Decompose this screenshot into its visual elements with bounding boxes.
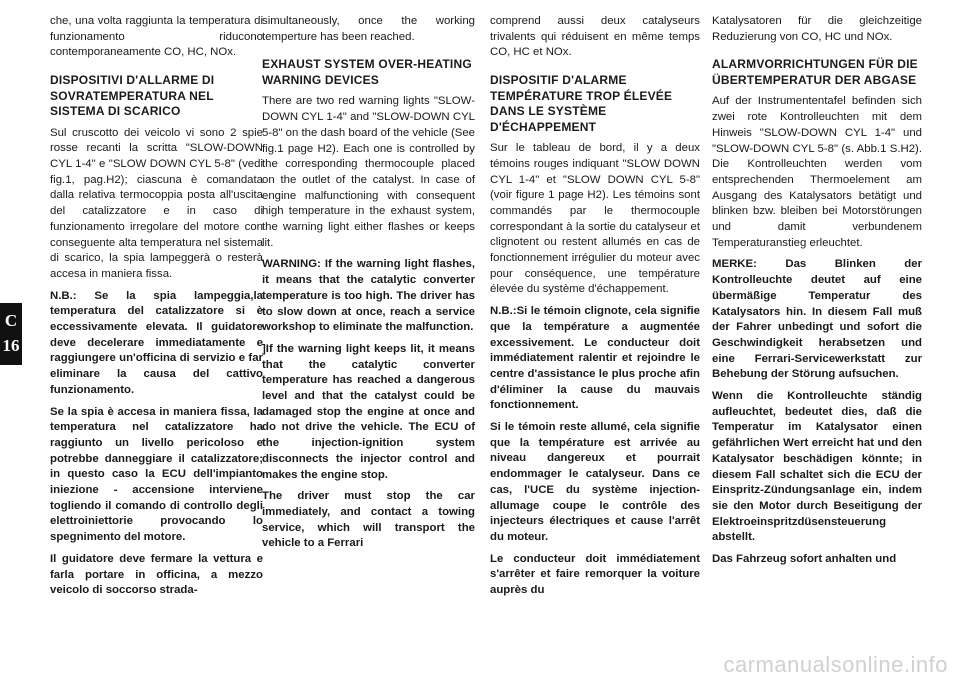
german-note-1: MERKE: Das Blinken der Kontrolleuchte deutet auf eine übermäßige Temperatur des Katalysators hin. In diesem Fall muß der Fahrer unbedingt und sofort die Geschwindigkeit herabsetzen und eine Ferrari-Servicewerkstatt zur Behebung der Störung aufsuchen. bbox=[712, 258, 922, 381]
german-note-3: Das Fahrzeug sofort anhalten und bbox=[712, 553, 897, 566]
french-note-3: Le conducteur doit immédiatement s'arrêter et faire remorquer la voiture auprès du bbox=[490, 552, 700, 597]
french-body: Sur le tableau de bord, il y a deux témoins rouges indiquant "SLOW DOWN CYL 1-4" et "SLOW DOWN CYL 5-8" (voir figure 1 page H2). Les témoins sont commandés par le thermocouple correspondant à la sortie du catalyseur et clignotent ou restent allumés en cas de fonctionnement irrégulier du moteur avec pour conséquence, une température élevée du système d'échappement. bbox=[490, 142, 700, 296]
section-letter: C bbox=[4, 311, 18, 331]
english-body: There are two red warning lights "SLOW-DOWN CYL 1-4" and "SLOW-DOWN CYL 5-8" on the dash board of the vehicle (See fig.1 page H2). Each one is controlled by the corresponding thermocouple placed on the outlet of the catalyst. In case of engine malfunctioning with consequent high temperature in the exhaust system, the warning light either flashes or keeps lit. bbox=[262, 95, 476, 249]
german-body: Auf der Instrumententafel befinden sich zwei rote Kontrolleuchten mit dem Hinweis "SLOW-DOWN CYL 1-4" und "SLOW-DOWN CYL 5-8" (s. Abb.1 S.H2). Die Kontrolleuchten werden vom entsprechenden Thermoelement am Ausgang des Katalysators betätigt und blinken bzw. bleiben bei Motorstörungen und damit verbundenem Temperaturanstieg erleuchtet. bbox=[712, 95, 922, 249]
french-note-1: N.B.:Si le témoin clignote, cela signifie que la température a augmentée excessivement. Le conducteur doit immédiatement ralentir et rejoindre le centre d'assistance le plus proche afin d'éliminer la cause du mauvais fonctionnement. bbox=[490, 305, 700, 412]
english-column bbox=[262, 14, 475, 558]
english-note-1: WARNING: If the warning light flashes, it means that the catalytic converter temperature is too high. The driver has to slow down at once, reach a service workshop to eliminate the malfunction. bbox=[262, 258, 475, 334]
english-intro: simultaneously, once the working temperture has been reached. bbox=[262, 15, 475, 43]
french-column bbox=[490, 14, 700, 605]
english-heading: EXHAUST SYSTEM OVER-HEATING WARNING DEVICES bbox=[262, 57, 472, 87]
french-note-2: Si le témoin reste allumé, cela signifie que la température est arrivée au niveau dangereux et pourrait endommager le catalyseur. Dans ce cas, l'UCE du système injection-allumage coupe le contrôle des injecteurs électriques et cause l'arrêt du moteur. bbox=[490, 421, 700, 543]
english-note-3: The driver must stop the car immediately, and contact a towing service, which will transport the vehicle to a Ferrari bbox=[262, 490, 475, 550]
english-note-2: ]If the warning light keeps lit, it means that the catalytic converter temperature has reached a dangerous level and that the catalyst could be damaged stop the engine at once and do not drive the vehicle. The ECU of the injection-ignition system disconnects the injector control and makes the engine stop. bbox=[262, 342, 475, 481]
italian-note-2: Se la spia è accesa in maniera fissa, la temperatura nel catalizzatore ha raggiunto un livello pericoloso e potrebbe danneggiare il catalizzatore; in questo caso la ECU dell'impianto iniezione - accensione interviene togliendo il comando di controllo degli elettroiniettorie provocando lo spegnimento del motore. bbox=[50, 405, 263, 544]
watermark: carmanualsonline.info bbox=[723, 652, 948, 677]
italian-intro: che, una volta raggiunta la temperatura di funzionamento riducono contemporaneamente CO, HC, NOx. bbox=[50, 15, 263, 59]
german-column bbox=[712, 14, 922, 574]
italian-body: Sul cruscotto dei veicolo vi sono 2 spie rosse recanti la scritta "SLOW-DOWN CYL 1-4" e "SLOW DOWN CYL 5-8" (vedi fig.1, pag.H2); ciascuna è comandata dalla relativa termocoppia posta all'uscita del catalizzatore e in caso di funzionamento irregolare del motore con conseguente alta temperatura nel sistema di scarico, la spia lampeggerà o resterà accesa in maniera fissa. bbox=[50, 126, 263, 280]
italian-note-3: Il guidatore deve fermare la vettura e farla portare in officina, a mezzo veicolo di soccorso strada- bbox=[50, 552, 263, 597]
french-heading: DISPOSITIF D'ALARME TEMPÉRATURE TROP ÉLEVÉE DANS LE SYSTÈME D'ÉCHAPPEMENT bbox=[490, 73, 673, 134]
german-heading: ALARMVORRICHTUNGEN FÜR DIE ÜBERTEMPERATUR DER ABGASE bbox=[712, 57, 918, 87]
german-note-2: Wenn die Kontrolleuchte ständig aufleuchtet, bedeutet dies, daß die Temperatur im Katalysator einen gefährlichen Wert erreicht hat und den Katalysator beschädigen könnte; in diesem Fall schaltet sich die ECU der Einspritz-Zündungsanlage ein, indem sie den Motor durch Beseitigung der Elektroeinspritzdüsensteuerung abstellt. bbox=[712, 390, 922, 544]
italian-heading: DISPOSITIVI D'ALLARME DI SOVRATEMPERATURA NEL SISTEMA DI SCARICO bbox=[50, 73, 215, 119]
section-tab bbox=[0, 303, 22, 365]
french-intro: comprend aussi deux catalyseurs trivalents qui réduisent en même temps CO, HC et NOx. bbox=[490, 15, 700, 59]
section-number: 16 bbox=[2, 336, 20, 355]
italian-note-1: N.B.: Se la spia lampeggia,la temperatura del catalizzatore si è eccessivamente elevata. Il guidatore deve decelerare immediatamente e raggiungere un'officina di servizio e far eliminare la causa del cattivo funzionamento. bbox=[50, 289, 263, 396]
german-intro: Katalysatoren für die gleichzeitige Reduzierung von CO, HC und NOx. bbox=[712, 15, 922, 43]
italian-column bbox=[50, 14, 263, 605]
